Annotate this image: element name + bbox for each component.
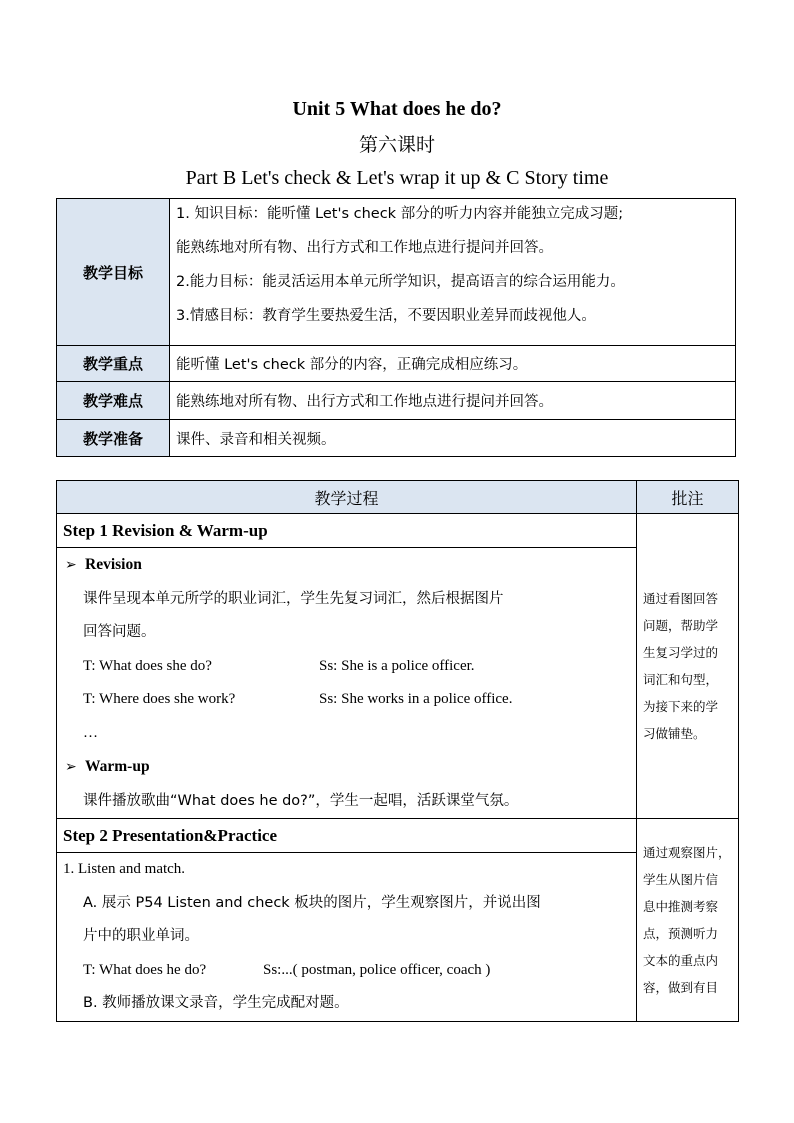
warmup-label: Warm-up	[85, 758, 150, 775]
document-title: Unit 5 What does he do?	[292, 98, 502, 120]
process-table	[56, 480, 739, 1022]
listen-match-item: 1. Listen and match.	[63, 861, 186, 877]
difficulties-label: 教学难点	[57, 382, 170, 420]
objective-line-4: 3.情感目标：教育学生要热爱生活，不要因职业差异而歧视他人。	[176, 308, 596, 324]
objective-line-1: 1. 知识目标：能听懂 Let's check 部分的听力内容并能独立完成习题;	[176, 206, 624, 222]
step2-a-text-1: A. 展示 P54 Listen and check 板块的图片，学生观察图片，并说出图	[83, 894, 541, 911]
step1-note-line: 通过看图回答	[643, 591, 719, 606]
step2-body	[57, 853, 637, 1022]
step2-note-line: 息中推测考察	[643, 898, 719, 914]
student-line: Ss: She is a police officer.	[319, 657, 475, 674]
teacher-line: T: What does she do?	[83, 657, 212, 674]
step2-a-text-2: 片中的职业单词。	[83, 928, 199, 944]
step1-note	[637, 514, 739, 819]
objectives-label: 教学目标	[57, 199, 170, 346]
step2-note-line: 点，预测听力	[643, 925, 719, 941]
key-points-label: 教学重点	[57, 346, 170, 382]
step1-note-line: 为接下来的学	[643, 699, 719, 714]
revision-text-2: 回答问题。	[83, 624, 156, 640]
step2-note-line: 容，做到有目	[643, 979, 719, 995]
dialog-row-2	[57, 683, 636, 717]
step1-note-line: 习做铺垫。	[643, 726, 706, 741]
document-subtitle: Part B Let's check & Let's wrap it up & C Story time	[185, 167, 609, 189]
arrow-bullet-icon: ➢	[65, 759, 77, 775]
step2-note-line: 通过观察图片，	[643, 844, 731, 860]
step1-note-line: 词汇和句型，	[643, 672, 719, 687]
student-line: Ss: She works in a police office.	[319, 691, 513, 707]
preparation-text: 课件、录音和相关视频。	[170, 420, 736, 457]
dialog-row-1	[57, 650, 636, 684]
step2-dialog-row	[57, 954, 636, 988]
notes-header: 批注	[637, 481, 739, 514]
revision-text-1: 课件呈现本单元所学的职业词汇，学生先复习词汇，然后根据图片	[83, 590, 504, 607]
objectives-content	[170, 199, 736, 346]
step1-body	[57, 548, 637, 819]
step1-note-line: 问题，帮助学	[643, 618, 719, 633]
objective-line-3: 2.能力目标：能灵活运用本单元所学知识，提高语言的综合运用能力。	[176, 274, 625, 290]
process-header: 教学过程	[57, 481, 637, 514]
revision-label: Revision	[85, 556, 142, 573]
step2-title: Step 2 Presentation&Practice	[57, 819, 637, 853]
step2-note-line: 学生从图片信	[643, 871, 719, 887]
objective-line-2: 能熟练地对所有物、出行方式和工作地点进行提问并回答。	[176, 240, 553, 256]
step1-note-line: 生复习学过的	[643, 645, 719, 660]
key-points-text: 能听懂 Let's check 部分的内容，正确完成相应练习。	[170, 346, 736, 382]
step2-note-line: 文本的重点内	[643, 952, 719, 968]
step2-b-text: B. 教师播放课文录音，学生完成配对题。	[83, 995, 349, 1011]
lesson-number: 第六课时	[358, 134, 435, 156]
teacher-line: T: Where does she work?	[83, 691, 236, 707]
ellipsis: …	[83, 724, 98, 741]
warmup-text: 课件播放歌曲“What does he do?”，学生一起唱，活跃课堂气氛。	[83, 792, 519, 809]
student-line: Ss:...( postman, police officer, coach )	[263, 961, 491, 978]
step1-title: Step 1 Revision & Warm-up	[57, 514, 637, 548]
step2-note	[637, 819, 739, 1022]
objectives-table	[56, 198, 736, 457]
difficulties-text: 能熟练地对所有物、出行方式和工作地点进行提问并回答。	[170, 382, 736, 420]
teacher-line: T: What does he do?	[83, 961, 207, 978]
preparation-label: 教学准备	[57, 420, 170, 457]
arrow-bullet-icon: ➢	[65, 557, 77, 573]
